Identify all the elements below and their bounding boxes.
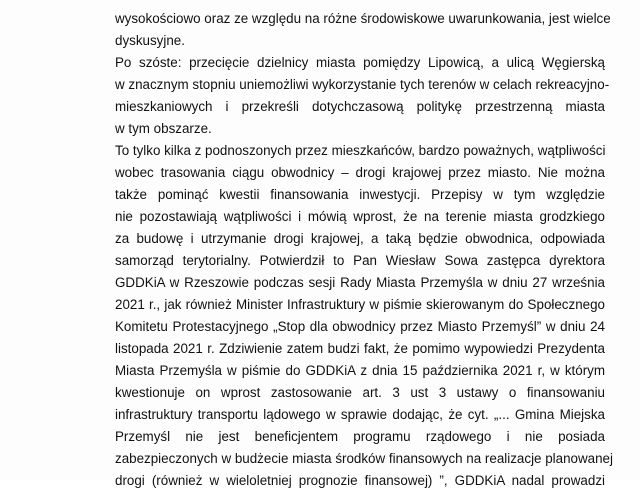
text-line: Po szóste: przecięcie dzielnicy miasta pomiędzy Lipowicą, a ulicą Węgierską xyxy=(115,55,605,70)
text-line: GDDKiA w Rzeszowie podczas sesji Rady Miasta Przemyśla w dniu 27 września xyxy=(115,275,605,290)
text-line: nie pozostawiają wątpliwości i mówią wprost, że na terenie miasta grodzkiego xyxy=(115,209,605,224)
text-line: w tym obszarze. xyxy=(115,121,212,136)
text-line: 2021 r., jak również Minister Infrastruktury w piśmie skierowanym do Społecznego xyxy=(115,297,605,312)
text-line: w znacznym stopniu uniemożliwi wykorzystanie tych terenów w celach rekreacyjno- xyxy=(115,77,610,92)
text-line: Przemyśl nie jest beneficjentem programu rządowego i nie posiada xyxy=(115,429,605,444)
text-line: wysokościowo oraz ze względu na różne środowiskowe uwarunkowania, jest wielce xyxy=(115,11,611,26)
text-line: Komitetu Protestacyjnego „Stop dla obwodnicy przez Miasto Przemyśl” w dniu 24 xyxy=(115,319,605,334)
text-line: To tylko kilka z podnoszonych przez mieszkańców, bardzo poważnych, wątpliwości xyxy=(115,143,606,158)
text-line: listopada 2021 r. Zdziwienie zatem budzi fakt, że pomimo wypowiedzi Prezydenta xyxy=(115,341,605,356)
text-line: kwestionuje on wprost zastosowanie art. 3 ust 3 ustawy o finansowaniu xyxy=(115,385,605,400)
text-line: samorząd terytorialny. Potwierdził to Pan Wiesław Sowa zastępca dyrektora xyxy=(115,253,605,268)
text-line: za budowę i utrzymanie drogi krajowej, a taką będzie obwodnica, odpowiada xyxy=(115,231,605,246)
text-line: także pominąć kwestii finansowania inwestycji. Przepisy w tym względzie xyxy=(115,187,605,202)
document-body xyxy=(115,8,613,492)
text-line: wobec trasowania ciągu obwodnicy – drogi krajowej przez miasto. Nie można xyxy=(115,165,605,180)
text-line: drogi (również w wieloletniej prognozie finansowej) ”, GDDKiA nadal prowadzi xyxy=(115,473,605,488)
text-line: mieszkaniowych i przekreśli dotychczasową politykę przestrzenną miasta xyxy=(115,99,605,114)
text-line: infrastruktury transportu lądowego w sprawie dodając, że cyt. „... Gmina Miejska xyxy=(115,407,605,422)
text-line: dyskusyjne. xyxy=(115,33,185,48)
text-line: Miasta Przemyśla w piśmie do GDDKiA z dnia 15 października 2021 r, w którym xyxy=(115,363,605,378)
text-line: zabezpieczonych w budżecie miasta środków finansowych na realizacje planowanej xyxy=(115,451,613,466)
